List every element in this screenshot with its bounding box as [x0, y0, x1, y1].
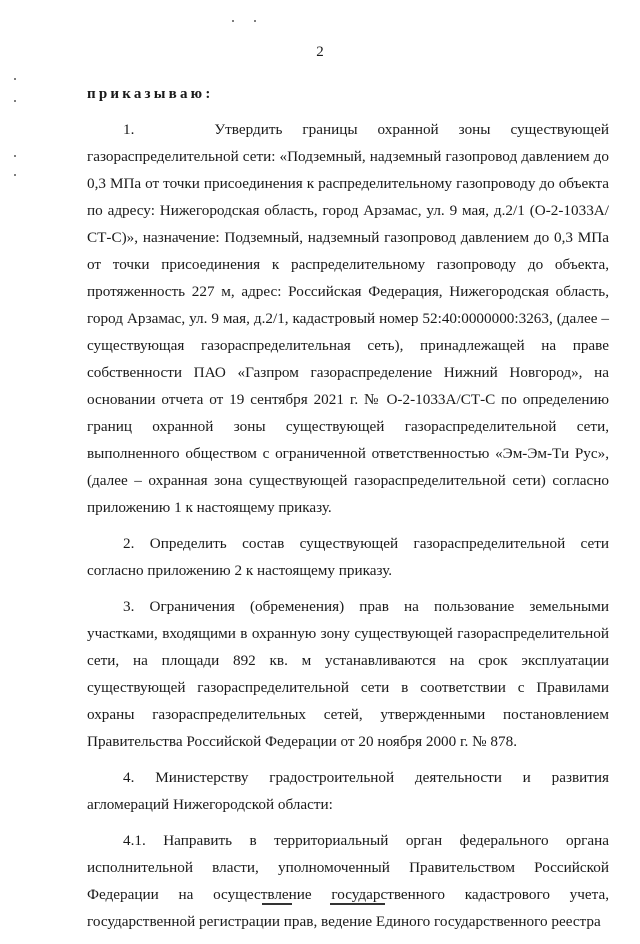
paragraph-3: 3. Ограничения (обременения) прав на пользование земельными участками, входящими в охранную зону существующей газораспределительной сети, на площади 892 кв. м устанавливаются на срок эксплуатации существующей газораспределительной сети в соответствии с Правилами охраны газораспределительных сетей, утвержденными постановлением Правительства Российской Федерации от 20 ноября 2000 г. № 878.	[87, 598, 609, 750]
paragraph-4: 4. Министерству градостроительной деятельности и развития агломераций Нижегородской области:	[87, 769, 609, 813]
scan-speck	[14, 155, 16, 157]
scan-speck	[232, 20, 234, 22]
page-number: 2	[316, 44, 324, 60]
paragraph-4-1: 4.1. Направить в территориальный орган федерального органа исполнительной власти, уполномоченный Правительством Российской Федерации на осуществление государственного кадастрового учета, государственной регистрации прав, ведение Единого государственного реестра	[87, 832, 609, 930]
scan-speck	[14, 100, 16, 102]
scan-speck	[254, 20, 256, 22]
document-body	[87, 116, 609, 944]
scan-speck	[14, 174, 16, 176]
paragraph-1: 1. Утвердить границы охранной зоны существующей газораспределительной сети: «Подземный, надземный газопровод давлением до 0,3 МПа от точки присоединения к распределительному газопроводу до объекта по адресу: Нижегородская область, город Арзамас, ул. 9 мая, д.2/1 (О-2-1033А/СТ-С)», назначение: Подземный, надземный газопровод давлением до 0,3 МПа от точки присоединения к распределительному газопроводу до объекта, протяженность 227 м, адрес: Российская Федерация, Нижегородская область, город Арзамас, ул. 9 мая, д.2/1, кадастровый номер 52:40:0000000:3263, (далее – существующая газораспределительная сеть), принадлежащей на праве собственности ПАО «Газпром газораспределение Нижний Новгород», на основании отчета от 19 сентября 2021 г. № О-2-1033А/СТ-С по определению границ охранной зоны существующей газораспределительной сети, выполненного обществом с ограниченной ответственностью «Эм-Эм-Ти Рус», (далее – охранная зона существующей газораспределительной сети) согласно приложению 1 к настоящему приказу.	[87, 121, 609, 516]
order-heading: приказываю:	[87, 86, 214, 102]
paragraph-2: 2. Определить состав существующей газораспределительной сети согласно приложению 2 к настоящему приказу.	[87, 535, 609, 579]
scan-speck	[14, 78, 16, 80]
